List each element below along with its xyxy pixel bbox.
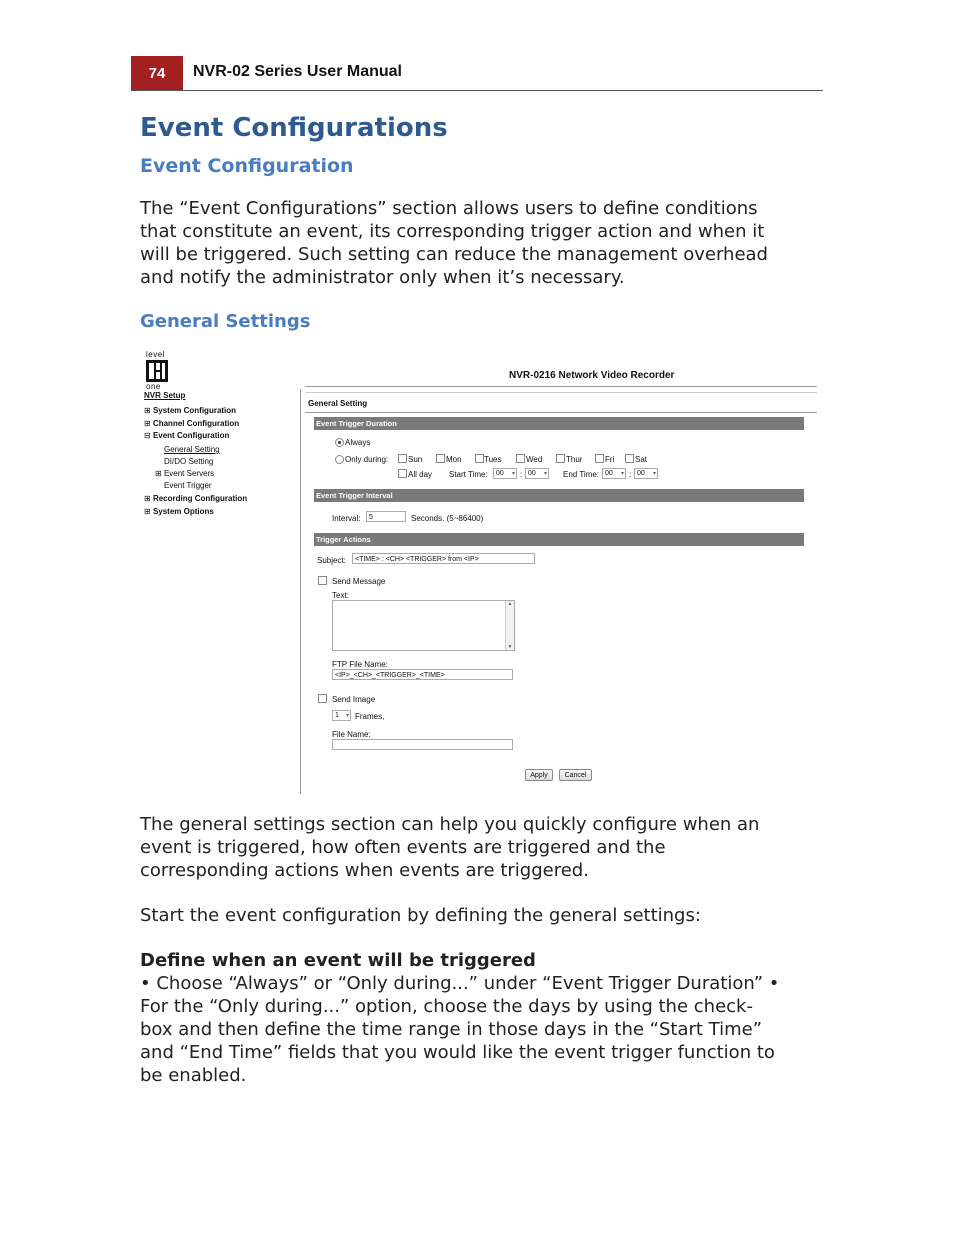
time-separator: :	[629, 470, 632, 479]
sat-checkbox[interactable]	[625, 454, 634, 463]
nvr-setup-link[interactable]: NVR Setup	[144, 391, 186, 400]
all-day-checkbox[interactable]	[398, 469, 407, 478]
logo-text-bottom: one	[146, 382, 161, 391]
start-paragraph: Start the event configuration by defining the general settings:	[140, 905, 701, 926]
section-heading: Event Configurations	[140, 113, 448, 143]
nav-event-servers[interactable]	[155, 469, 214, 478]
text-line: will be triggered. Such setting can reduce the management overhead	[140, 244, 768, 265]
text-line: For the “Only during...” option, choose the days by using the check-	[140, 996, 753, 1017]
subject-input[interactable]: <TIME> : <CH> <TRIGGER> from <IP>	[352, 553, 535, 564]
subsection-heading: Event Configuration	[140, 155, 354, 177]
message-textarea[interactable]	[332, 600, 515, 651]
select-value: 00	[605, 470, 613, 477]
text-line: The general settings section can help you quickly configure when an	[140, 814, 760, 835]
expand-icon: ⊞	[144, 406, 151, 415]
select-value: 1	[335, 712, 339, 719]
text-label: Text:	[332, 591, 349, 600]
always-radio[interactable]	[335, 438, 344, 447]
expand-icon: ⊞	[155, 469, 162, 478]
expand-icon: ⊞	[144, 419, 151, 428]
day-label: Sun	[408, 455, 423, 464]
nvr-screenshot	[140, 347, 820, 797]
nav-event-trigger[interactable]: Event Trigger	[164, 481, 212, 490]
mon-checkbox[interactable]	[436, 454, 445, 463]
select-value: 00	[637, 470, 645, 477]
send-image-label: Send Image	[332, 695, 376, 704]
always-label: Always	[345, 438, 371, 447]
end-time-label: End Time:	[563, 470, 600, 479]
section-title-bar	[305, 392, 817, 413]
nav-general-setting[interactable]: General Setting	[164, 445, 220, 454]
general-settings-heading: General Settings	[140, 311, 311, 332]
frames-select[interactable]	[332, 710, 351, 721]
chevron-down-icon: ▾	[543, 471, 547, 477]
nav-label: Channel Configuration	[152, 419, 240, 428]
nav-recording-configuration[interactable]	[144, 494, 247, 503]
day-label: Tues	[484, 455, 502, 464]
day-label: Thur	[566, 455, 583, 464]
expand-icon: ⊞	[144, 494, 151, 503]
text-line: • Choose “Always” or “Only during...” under “Event Trigger Duration” •	[140, 973, 780, 994]
subject-label: Subject:	[317, 556, 346, 565]
nav-label: Event Configuration	[152, 431, 230, 440]
nav-dido-setting[interactable]: DI/DO Setting	[164, 457, 214, 466]
nav-label: Recording Configuration	[152, 494, 248, 503]
text-line: that constitute an event, its corresponding trigger action and when it	[140, 221, 765, 242]
only-during-label: Only during:	[345, 455, 389, 464]
nav-channel-configuration[interactable]	[144, 419, 239, 428]
start-time-label: Start Time:	[449, 470, 488, 479]
thur-checkbox[interactable]	[556, 454, 565, 463]
chevron-down-icon: ▾	[345, 713, 349, 719]
nav-label: System Options	[152, 507, 214, 516]
expand-icon: ⊞	[144, 507, 151, 516]
text-line: and notify the administrator only when it’s necessary.	[140, 267, 625, 288]
define-paragraph	[140, 972, 815, 1087]
text-line: box and then define the time range in those days in the “Start Time”	[140, 1019, 763, 1040]
wed-checkbox[interactable]	[516, 454, 525, 463]
end-hour-select[interactable]	[602, 468, 626, 479]
day-label: Mon	[446, 455, 462, 464]
frames-label: Frames,	[355, 712, 385, 721]
chevron-down-icon: ▾	[652, 471, 656, 477]
file-name-label: File Name:	[332, 730, 371, 739]
select-value: 00	[496, 470, 504, 477]
start-minute-select[interactable]	[525, 468, 549, 479]
send-message-label: Send Message	[332, 577, 386, 586]
general-paragraph	[140, 813, 815, 882]
nav-event-configuration[interactable]	[144, 431, 229, 440]
text-line: and “End Time” fields that you would like the event trigger function to	[140, 1042, 775, 1063]
apply-button[interactable]: Apply	[525, 769, 553, 781]
day-label: Wed	[526, 455, 543, 464]
header-divider	[131, 90, 823, 91]
day-label: Sat	[635, 455, 648, 464]
levelone-logo	[146, 351, 170, 391]
app-title: NVR-0216 Network Video Recorder	[509, 370, 675, 381]
time-separator: :	[520, 470, 523, 479]
interval-unit: Seconds. (5~86400)	[411, 514, 484, 523]
file-name-input[interactable]	[332, 739, 513, 750]
cancel-button[interactable]: Cancel	[559, 769, 592, 781]
tues-checkbox[interactable]	[475, 454, 484, 463]
collapse-icon: ⊟	[144, 431, 151, 440]
interval-input[interactable]: 5	[366, 511, 406, 522]
define-heading: Define when an event will be triggered	[140, 950, 536, 971]
text-line: be enabled.	[140, 1065, 247, 1086]
scroll-down-icon[interactable]: ▼	[507, 644, 513, 650]
send-image-checkbox[interactable]	[318, 694, 327, 703]
top-divider	[305, 386, 817, 387]
select-value: 00	[528, 470, 536, 477]
textarea-scrollbar[interactable]	[505, 601, 514, 650]
text-line: The “Event Configurations” section allows users to define conditions	[140, 198, 758, 219]
only-during-radio[interactable]	[335, 455, 344, 464]
nav-label: Event Servers	[163, 469, 215, 478]
fri-checkbox[interactable]	[595, 454, 604, 463]
day-label: Fri	[605, 455, 615, 464]
ftp-file-name-input[interactable]: <IP>_<CH>_<TRIGGER>_<TIME>	[332, 669, 513, 680]
send-message-checkbox[interactable]	[318, 576, 327, 585]
start-hour-select[interactable]	[493, 468, 517, 479]
chevron-down-icon: ▾	[511, 471, 515, 477]
logo-mark	[146, 360, 168, 382]
section-title: General Setting	[308, 399, 368, 408]
sun-checkbox[interactable]	[398, 454, 407, 463]
nav-divider	[300, 389, 301, 794]
trigger-interval-header: Event Trigger Interval	[314, 489, 804, 502]
chevron-down-icon: ▾	[620, 471, 624, 477]
interval-label: Interval:	[332, 514, 361, 523]
trigger-duration-header: Event Trigger Duration	[314, 417, 804, 430]
scroll-up-icon[interactable]: ▲	[507, 601, 513, 607]
all-day-label: All day	[408, 470, 433, 479]
nav-system-configuration[interactable]	[144, 406, 236, 415]
nav-label: System Configuration	[152, 406, 237, 415]
intro-paragraph	[140, 197, 815, 289]
text-line: event is triggered, how often events are triggered and the	[140, 837, 666, 858]
trigger-actions-header: Trigger Actions	[314, 533, 804, 546]
ftp-file-name-label: FTP File Name:	[332, 660, 388, 669]
nav-system-options[interactable]	[144, 507, 214, 516]
text-line: corresponding actions when events are triggered.	[140, 860, 589, 881]
end-minute-select[interactable]	[634, 468, 658, 479]
logo-text-top: level	[146, 350, 165, 359]
manual-title: NVR-02 Series User Manual	[193, 63, 402, 80]
page-number: 74	[131, 56, 183, 90]
